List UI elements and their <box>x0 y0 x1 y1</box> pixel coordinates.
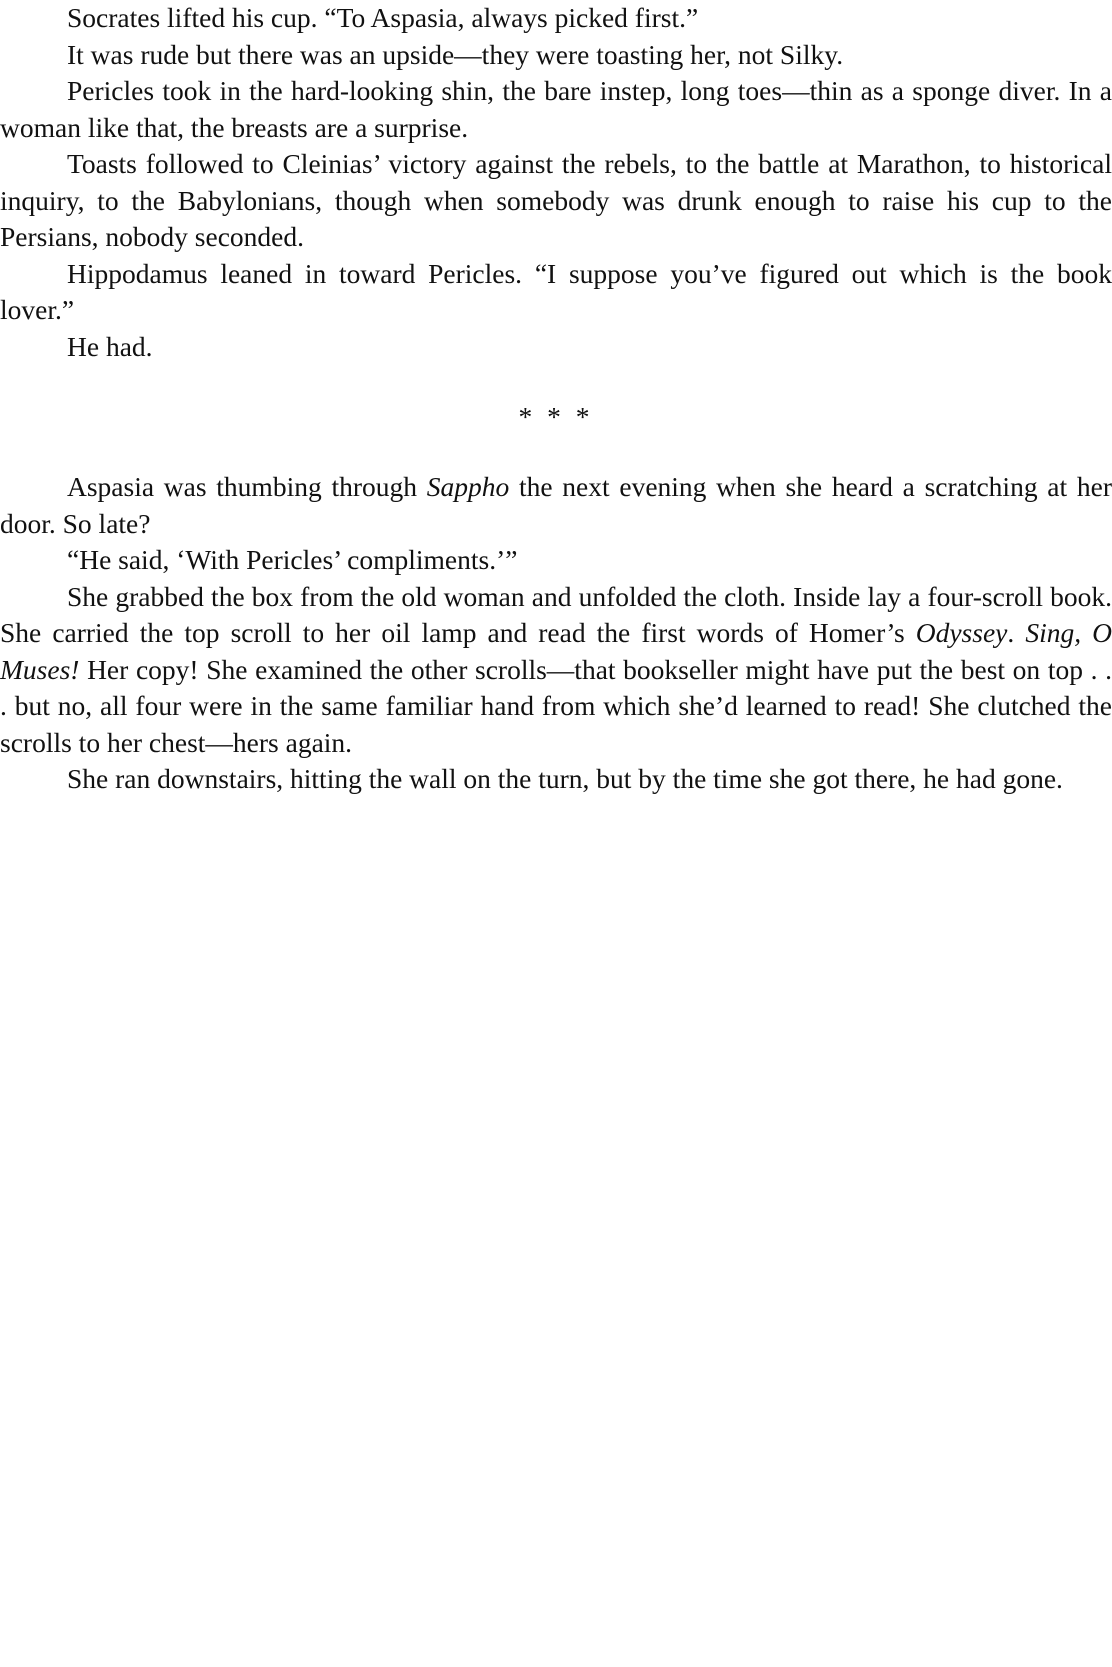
text-run: . <box>1007 617 1026 648</box>
paragraph-upside: It was rude but there was an upside—they were toasting her, not Silky. <box>67 38 844 70</box>
section-two <box>0 469 1112 798</box>
paragraph-ran-downstairs: She ran downstairs, hitting the wall on the turn, but by the time she got there, he had gone. <box>67 763 1063 794</box>
text-run: She grabbed the box from the old woman and unfolded the cloth. Inside lay a four-scroll book. She carried the top scroll to her oil lamp and read the first words of Homer’s <box>0 580 1112 648</box>
paragraph-hippodamus: Hippodamus leaned in toward Pericles. “I suppose you’ve figured out which is the book lover.” <box>0 257 1112 325</box>
paragraph-box-scrolls <box>0 579 1112 762</box>
paragraph-aspasia-sappho <box>0 469 1112 542</box>
paragraph-pericles-shin: Pericles took in the hard-looking shin, the bare instep, long toes—thin as a sponge diver. In a woman like that, the breasts are a surprise. <box>0 75 1112 143</box>
paragraph-toasts-followed: Toasts followed to Cleinias’ victory against the rebels, to the battle at Marathon, to historical inquiry, to the Babylonians, though when somebody was drunk enough to raise his cup to the Persians, nobody seconded. <box>0 148 1112 252</box>
text-run: Aspasia was thumbing through <box>67 471 427 502</box>
text-run: Her copy! She examined the other scrolls—that bookseller might have put the best on top . . . but no, all four were in the same familiar hand from which she’d learned to read! She clutched the scrolls to her chest—hers again. <box>0 653 1112 758</box>
book-title-odyssey: Odyssey <box>915 617 1008 648</box>
page-text <box>0 0 1112 798</box>
scene-break: * * * <box>518 401 594 432</box>
paragraph-toast-aspasia: Socrates lifted his cup. “To Aspasia, always picked first.” <box>67 2 699 33</box>
book-title-sappho: Sappho <box>426 471 510 502</box>
paragraph-compliments: “He said, ‘With Pericles’ compliments.’” <box>67 544 518 575</box>
paragraph-he-had: He had. <box>67 330 153 362</box>
text-run: the next evening when she heard a scratching at her door. So late? <box>0 471 1112 539</box>
quote-sing-o-muses: Sing, O Muses! <box>0 617 1112 685</box>
